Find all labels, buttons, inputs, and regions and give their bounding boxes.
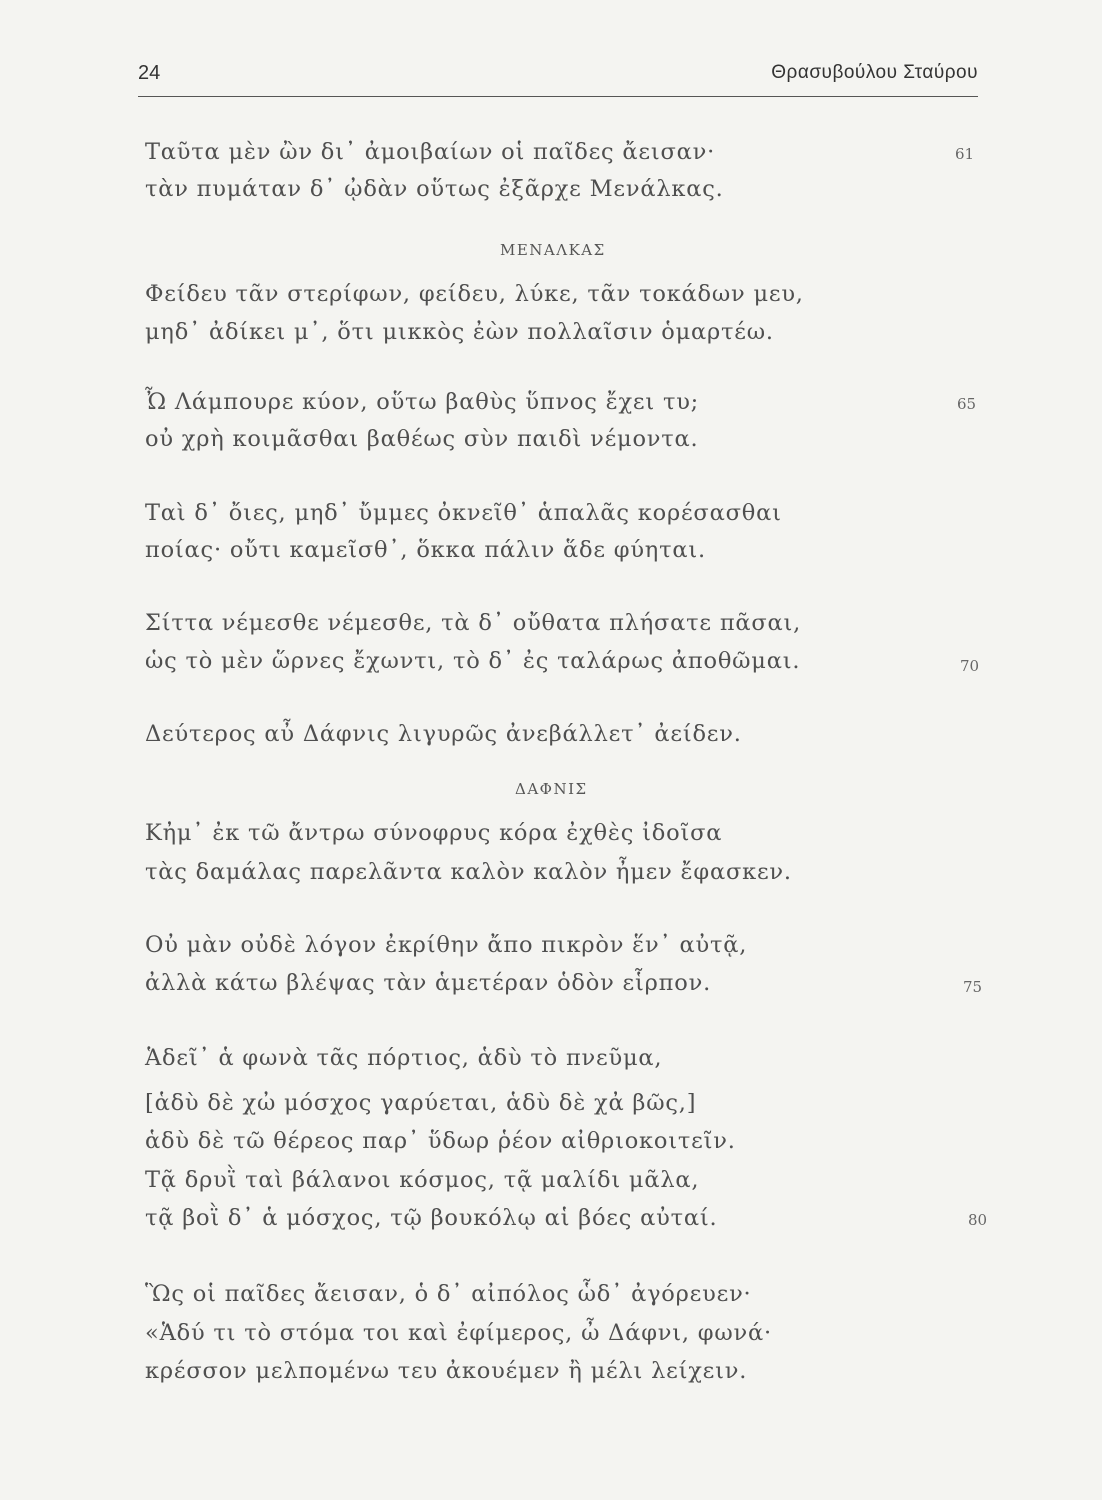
verse-line: Ὦ Λάμπουρε κύον, οὕτω βαθὺς ὕπνος ἔχει τυ; [145, 389, 700, 415]
verse-line: ἁδὺ δὲ τῶ θέρεος παρ᾽ ὕδωρ ῥέον αἰθριοκοιτεῖν. [145, 1128, 736, 1154]
line-number: 80 [968, 1211, 988, 1229]
verse-line: [ἁδὺ δὲ χὠ μόσχος γαρύεται, ἁδὺ δὲ χἀ βῶς,] [145, 1090, 697, 1116]
verse-line: Φείδευ τᾶν στερίφων, φείδευ, λύκε, τᾶν τοκάδων μευ, [145, 281, 804, 307]
line-number: 75 [963, 978, 983, 996]
verse-line: Δεύτερος αὖ Δάφνις λιγυρῶς ἀνεβάλλετ᾽ ἀείδεν. [145, 721, 742, 747]
line-number: 61 [955, 145, 975, 163]
verse-line: Σίττα νέμεσθε νέμεσθε, τὰ δ᾽ οὔθατα πλήσατε πᾶσαι, [145, 610, 802, 636]
verse-line: ὡς τὸ μὲν ὥρνες ἔχωντι, τὸ δ᾽ ἐς ταλάρως ἀποθῶμαι. [145, 648, 801, 674]
verse-line: Τᾷ δρυῒ ταὶ βάλανοι κόσμος, τᾷ μαλίδι μᾶλα, [145, 1167, 700, 1193]
running-head: Θρασυβούλου Σταύρου [771, 62, 978, 83]
line-number: 65 [957, 395, 977, 413]
verse-line: τᾷ βοῒ δ᾽ ἁ μόσχος, τῷ βουκόλῳ αἱ βόες αὐταί. [145, 1205, 718, 1231]
verse-line: Ὣς οἱ παῖδες ἄεισαν, ὁ δ᾽ αἰπόλος ὧδ᾽ ἀγόρευεν· [145, 1281, 752, 1307]
verse-line: τὰν πυμάταν δ᾽ ᾠδὰν οὕτως ἐξᾶρχε Μενάλκας. [145, 176, 724, 202]
verse-line: Ταὶ δ᾽ ὄιες, μηδ᾽ ὔμμες ὀκνεῖθ᾽ ἁπαλᾶς κορέσασθαι [145, 500, 782, 526]
verse-line: μηδ᾽ ἀδίκει μ᾽, ὅτι μικκὸς ἐὼν πολλαῖσιν ὁμαρτέω. [145, 319, 774, 345]
verse-line: Ταῦτα μὲν ὢν δι᾽ ἀμοιβαίων οἱ παῖδες ἄεισαν· [145, 139, 716, 165]
speaker-name: ΔΑΦΝΙΣ [515, 780, 588, 798]
verse-line: ποίας· οὔτι καμεῖσθ᾽, ὅκκα πάλιν ἅδε φύηται. [145, 537, 706, 563]
verse-line: οὐ χρὴ κοιμᾶσθαι βαθέως σὺν παιδὶ νέμοντα. [145, 426, 699, 452]
header-rule [138, 96, 978, 97]
verse-line: τὰς δαμάλας παρελᾶντα καλὸν καλὸν ἦμεν ἔφασκεν. [145, 859, 792, 885]
verse-line: κρέσσον μελπομένω τευ ἀκουέμεν ἢ μέλι λείχειν. [145, 1358, 748, 1384]
verse-line: Οὐ μὰν οὐδὲ λόγον ἐκρίθην ἄπο πικρὸν ἕν᾽ αὐτᾷ, [145, 932, 748, 958]
speaker-name: ΜΕΝΑΛΚΑΣ [500, 241, 606, 259]
line-number: 70 [960, 657, 980, 675]
page-number: 24 [138, 62, 161, 84]
page-header [138, 62, 978, 92]
verse-line: ἀλλὰ κάτω βλέψας τὰν ἁμετέραν ὁδὸν εἷρπον. [145, 970, 712, 996]
verse-line: Ἁδεῖ᾽ ἁ φωνὰ τᾶς πόρτιος, ἁδὺ τὸ πνεῦμα, [145, 1045, 663, 1071]
verse-line: Κἠμ᾽ ἐκ τῶ ἄντρω σύνοφρυς κόρα ἐχθὲς ἰδοῖσα [145, 820, 723, 846]
verse-line: «Ἁδύ τι τὸ στόμα τοι καὶ ἐφίμερος, ὦ Δάφνι, φωνά· [145, 1320, 772, 1346]
